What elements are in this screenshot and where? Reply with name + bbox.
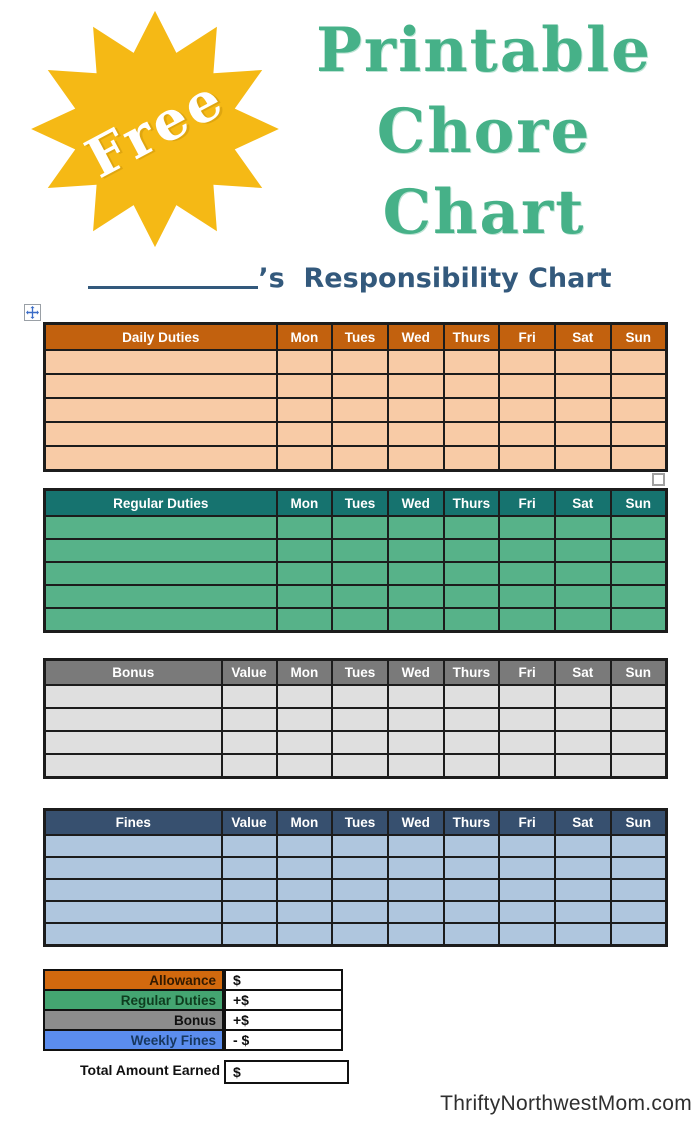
day-cell[interactable]: [444, 422, 500, 446]
day-cell[interactable]: [499, 731, 555, 754]
value-cell[interactable]: [222, 685, 277, 708]
day-cell[interactable]: [499, 446, 555, 471]
table-row: [45, 585, 667, 608]
chore-name-cell[interactable]: [45, 879, 222, 901]
day-cell[interactable]: [444, 516, 500, 539]
day-cell[interactable]: [444, 879, 500, 901]
bonus-header-row: [45, 660, 667, 686]
day-cell[interactable]: [611, 708, 667, 731]
day-cell[interactable]: [277, 835, 333, 857]
chore-name-cell[interactable]: [45, 585, 277, 608]
day-cell[interactable]: [444, 685, 500, 708]
value-cell[interactable]: [222, 708, 277, 731]
day-cell[interactable]: [555, 879, 611, 901]
regular-header-row: [45, 490, 667, 517]
table-row: [45, 731, 667, 754]
value-column-header: Value: [222, 810, 277, 836]
day-cell[interactable]: [444, 585, 500, 608]
day-cell[interactable]: [388, 562, 444, 585]
day-cell[interactable]: [611, 585, 667, 608]
day-cell[interactable]: [332, 446, 388, 471]
day-cell[interactable]: [611, 350, 667, 374]
day-cell[interactable]: [611, 685, 667, 708]
table-row: [44, 970, 223, 990]
summary-total-value[interactable]: $: [224, 1060, 349, 1084]
value-cell[interactable]: [222, 731, 277, 754]
fines-header-row: [45, 810, 667, 836]
summary-value-bonus[interactable]: +$: [225, 1010, 342, 1030]
day-header-sun: Sun: [611, 660, 667, 686]
table-row: [45, 516, 667, 539]
day-cell[interactable]: [277, 923, 333, 946]
day-header-sat: Sat: [555, 660, 611, 686]
day-cell[interactable]: [499, 708, 555, 731]
day-cell[interactable]: [611, 374, 667, 398]
daily-header-row: [45, 324, 667, 351]
table-row: [44, 1030, 223, 1050]
day-cell[interactable]: [332, 879, 388, 901]
table-row: [45, 374, 667, 398]
day-cell[interactable]: [499, 857, 555, 879]
summary-total-label: Total Amount Earned: [80, 1062, 220, 1078]
day-cell[interactable]: [277, 685, 333, 708]
day-cell[interactable]: [555, 731, 611, 754]
day-cell[interactable]: [499, 879, 555, 901]
day-cell[interactable]: [277, 516, 333, 539]
summary-label-bonus: Bonus: [44, 1010, 223, 1030]
title-line-2: Chore: [376, 96, 592, 167]
move-arrows-icon: [26, 306, 39, 319]
day-cell[interactable]: [499, 754, 555, 778]
table-row: [45, 857, 667, 879]
day-header-fri: Fri: [499, 810, 555, 836]
day-header-mon: Mon: [277, 810, 333, 836]
chore-name-cell[interactable]: [45, 398, 277, 422]
day-cell[interactable]: [499, 585, 555, 608]
value-cell[interactable]: [222, 901, 277, 923]
day-cell[interactable]: [555, 708, 611, 731]
table-row: [45, 923, 667, 946]
table-row: [44, 990, 223, 1010]
day-header-tues: Tues: [332, 660, 388, 686]
regular-title-header: Regular Duties: [45, 490, 277, 517]
day-header-fri: Fri: [499, 490, 555, 517]
day-cell[interactable]: [388, 350, 444, 374]
value-column-header: Value: [222, 660, 277, 686]
day-cell[interactable]: [444, 539, 500, 562]
day-cell[interactable]: [388, 374, 444, 398]
table-row: [45, 708, 667, 731]
day-cell[interactable]: [277, 398, 333, 422]
day-cell[interactable]: [611, 422, 667, 446]
table-row: [45, 562, 667, 585]
day-cell[interactable]: [499, 539, 555, 562]
day-cell[interactable]: [332, 422, 388, 446]
bonus-table: [43, 658, 668, 779]
day-cell[interactable]: [555, 374, 611, 398]
table-row: [45, 422, 667, 446]
day-header-wed: Wed: [388, 660, 444, 686]
day-cell[interactable]: [499, 608, 555, 632]
day-header-fri: Fri: [499, 660, 555, 686]
title-line-1: Printable: [316, 15, 652, 86]
day-header-tues: Tues: [332, 324, 388, 351]
day-header-tues: Tues: [332, 810, 388, 836]
day-cell[interactable]: [388, 539, 444, 562]
responsibility-chart-heading: [0, 263, 700, 294]
day-cell[interactable]: [277, 754, 333, 778]
value-cell[interactable]: [222, 754, 277, 778]
regular-duties-table: [43, 488, 668, 633]
day-cell[interactable]: [277, 879, 333, 901]
heading-text: ’s Responsibility Chart: [258, 263, 612, 294]
summary-label-allowance: Allowance: [44, 970, 223, 990]
table-row: [45, 685, 667, 708]
day-header-tues: Tues: [332, 490, 388, 517]
day-cell[interactable]: [611, 835, 667, 857]
day-cell[interactable]: [444, 562, 500, 585]
day-cell[interactable]: [388, 446, 444, 471]
day-cell[interactable]: [611, 539, 667, 562]
table-row: [45, 350, 667, 374]
day-cell[interactable]: [555, 585, 611, 608]
chore-name-cell[interactable]: [45, 901, 222, 923]
day-cell[interactable]: [555, 516, 611, 539]
day-cell[interactable]: [444, 350, 500, 374]
day-header-thurs: Thurs: [444, 490, 500, 517]
bonus-title-header: Bonus: [45, 660, 222, 686]
daily-title-header: Daily Duties: [45, 324, 277, 351]
summary-value-allowance[interactable]: $: [225, 970, 342, 990]
table-move-handle[interactable]: [24, 304, 41, 321]
day-cell[interactable]: [499, 422, 555, 446]
day-cell[interactable]: [388, 879, 444, 901]
summary-values-table: [224, 969, 343, 1051]
fines-table: [43, 808, 668, 947]
summary-value-regular-duties[interactable]: +$: [225, 990, 342, 1010]
day-cell[interactable]: [332, 539, 388, 562]
day-cell[interactable]: [444, 754, 500, 778]
day-cell[interactable]: [277, 374, 333, 398]
day-cell[interactable]: [332, 857, 388, 879]
chore-name-cell[interactable]: [45, 835, 222, 857]
day-cell[interactable]: [332, 562, 388, 585]
day-cell[interactable]: [611, 516, 667, 539]
chore-name-cell[interactable]: [45, 422, 277, 446]
day-cell[interactable]: [499, 923, 555, 946]
table-row: [225, 990, 342, 1010]
day-cell[interactable]: [388, 901, 444, 923]
day-cell[interactable]: [332, 608, 388, 632]
day-cell[interactable]: [277, 350, 333, 374]
fines-title-header: Fines: [45, 810, 222, 836]
table-row: [45, 446, 667, 471]
day-header-sat: Sat: [555, 490, 611, 517]
chore-name-cell[interactable]: [45, 608, 277, 632]
day-cell[interactable]: [332, 901, 388, 923]
chore-name-cell[interactable]: [45, 923, 222, 946]
table-row: [225, 1030, 342, 1050]
day-cell[interactable]: [332, 350, 388, 374]
day-cell[interactable]: [555, 398, 611, 422]
day-header-thurs: Thurs: [444, 660, 500, 686]
day-cell[interactable]: [332, 516, 388, 539]
day-cell[interactable]: [277, 446, 333, 471]
day-header-wed: Wed: [388, 810, 444, 836]
day-cell[interactable]: [499, 516, 555, 539]
day-cell[interactable]: [611, 901, 667, 923]
chore-name-cell[interactable]: [45, 857, 222, 879]
value-cell[interactable]: [222, 857, 277, 879]
day-cell[interactable]: [611, 446, 667, 471]
table-resize-handle[interactable]: [652, 473, 665, 486]
day-cell[interactable]: [444, 923, 500, 946]
summary-labels-table: [43, 969, 224, 1051]
day-cell[interactable]: [555, 562, 611, 585]
table-row: [225, 1010, 342, 1030]
day-cell[interactable]: [277, 539, 333, 562]
day-cell[interactable]: [332, 585, 388, 608]
table-row: [45, 835, 667, 857]
day-cell[interactable]: [499, 398, 555, 422]
day-cell[interactable]: [388, 835, 444, 857]
day-cell[interactable]: [388, 608, 444, 632]
day-cell[interactable]: [332, 374, 388, 398]
day-header-wed: Wed: [388, 324, 444, 351]
day-header-sat: Sat: [555, 324, 611, 351]
title-line-3: Chart: [382, 177, 586, 248]
day-header-mon: Mon: [277, 490, 333, 517]
chore-name-cell[interactable]: [45, 754, 222, 778]
day-cell[interactable]: [277, 585, 333, 608]
day-cell[interactable]: [444, 708, 500, 731]
day-cell[interactable]: [499, 374, 555, 398]
day-cell[interactable]: [555, 608, 611, 632]
day-cell[interactable]: [444, 374, 500, 398]
day-cell[interactable]: [388, 516, 444, 539]
day-cell[interactable]: [444, 857, 500, 879]
day-cell[interactable]: [499, 685, 555, 708]
day-cell[interactable]: [388, 398, 444, 422]
day-cell[interactable]: [388, 422, 444, 446]
day-header-thurs: Thurs: [444, 810, 500, 836]
chore-name-cell[interactable]: [45, 350, 277, 374]
day-cell[interactable]: [332, 708, 388, 731]
day-cell[interactable]: [555, 923, 611, 946]
chore-name-cell[interactable]: [45, 516, 277, 539]
chore-name-cell[interactable]: [45, 731, 222, 754]
day-cell[interactable]: [388, 585, 444, 608]
table-row: [45, 539, 667, 562]
chore-name-cell[interactable]: [45, 446, 277, 471]
table-row: [225, 970, 342, 990]
table-row: [45, 754, 667, 778]
site-watermark: ThriftyNorthwestMom.com: [440, 1092, 692, 1115]
day-cell[interactable]: [444, 901, 500, 923]
day-cell[interactable]: [388, 708, 444, 731]
summary-label-weekly-fines: Weekly Fines: [44, 1030, 223, 1050]
value-cell[interactable]: [222, 879, 277, 901]
day-cell[interactable]: [611, 857, 667, 879]
table-row: [45, 901, 667, 923]
day-cell[interactable]: [388, 731, 444, 754]
day-header-mon: Mon: [277, 324, 333, 351]
day-cell[interactable]: [611, 731, 667, 754]
day-cell[interactable]: [444, 835, 500, 857]
chore-name-cell[interactable]: [45, 685, 222, 708]
day-cell[interactable]: [611, 754, 667, 778]
day-cell[interactable]: [555, 350, 611, 374]
day-cell[interactable]: [277, 731, 333, 754]
table-row: [45, 398, 667, 422]
day-cell[interactable]: [555, 901, 611, 923]
day-cell[interactable]: [332, 835, 388, 857]
chore-name-cell[interactable]: [45, 374, 277, 398]
day-cell[interactable]: [555, 446, 611, 471]
day-header-fri: Fri: [499, 324, 555, 351]
day-cell[interactable]: [611, 923, 667, 946]
table-row: [44, 1010, 223, 1030]
day-cell[interactable]: [332, 731, 388, 754]
day-cell[interactable]: [499, 350, 555, 374]
day-cell[interactable]: [499, 835, 555, 857]
day-header-sat: Sat: [555, 810, 611, 836]
day-cell[interactable]: [444, 446, 500, 471]
day-header-sun: Sun: [611, 490, 667, 517]
day-cell[interactable]: [332, 923, 388, 946]
day-cell[interactable]: [277, 708, 333, 731]
value-cell[interactable]: [222, 835, 277, 857]
day-cell[interactable]: [332, 754, 388, 778]
day-cell[interactable]: [611, 879, 667, 901]
day-cell[interactable]: [388, 754, 444, 778]
day-header-mon: Mon: [277, 660, 333, 686]
chore-name-cell[interactable]: [45, 562, 277, 585]
day-cell[interactable]: [277, 562, 333, 585]
day-cell[interactable]: [499, 901, 555, 923]
summary-value-weekly-fines[interactable]: - $: [225, 1030, 342, 1050]
day-cell[interactable]: [555, 857, 611, 879]
day-cell[interactable]: [388, 923, 444, 946]
table-row: [45, 879, 667, 901]
day-cell[interactable]: [555, 754, 611, 778]
day-cell[interactable]: [277, 901, 333, 923]
day-cell[interactable]: [388, 685, 444, 708]
day-cell[interactable]: [277, 422, 333, 446]
day-cell[interactable]: [555, 835, 611, 857]
day-cell[interactable]: [555, 539, 611, 562]
day-cell[interactable]: [555, 685, 611, 708]
day-cell[interactable]: [388, 857, 444, 879]
name-blank-line: [88, 282, 258, 289]
day-cell[interactable]: [332, 685, 388, 708]
day-header-sun: Sun: [611, 810, 667, 836]
day-cell[interactable]: [444, 398, 500, 422]
day-cell[interactable]: [444, 731, 500, 754]
day-cell[interactable]: [555, 422, 611, 446]
day-cell[interactable]: [611, 608, 667, 632]
day-cell[interactable]: [277, 608, 333, 632]
day-cell[interactable]: [444, 608, 500, 632]
day-header-wed: Wed: [388, 490, 444, 517]
free-badge-label: Free: [75, 65, 235, 191]
day-cell[interactable]: [611, 562, 667, 585]
table-row: [45, 608, 667, 632]
daily-duties-table: [43, 322, 668, 472]
day-header-sun: Sun: [611, 324, 667, 351]
value-cell[interactable]: [222, 923, 277, 946]
day-header-thurs: Thurs: [444, 324, 500, 351]
day-cell[interactable]: [277, 857, 333, 879]
summary-label-regular-duties: Regular Duties: [44, 990, 223, 1010]
chore-name-cell[interactable]: [45, 708, 222, 731]
day-cell[interactable]: [499, 562, 555, 585]
day-cell[interactable]: [611, 398, 667, 422]
page-title: [278, 10, 690, 253]
day-cell[interactable]: [332, 398, 388, 422]
chore-name-cell[interactable]: [45, 539, 277, 562]
